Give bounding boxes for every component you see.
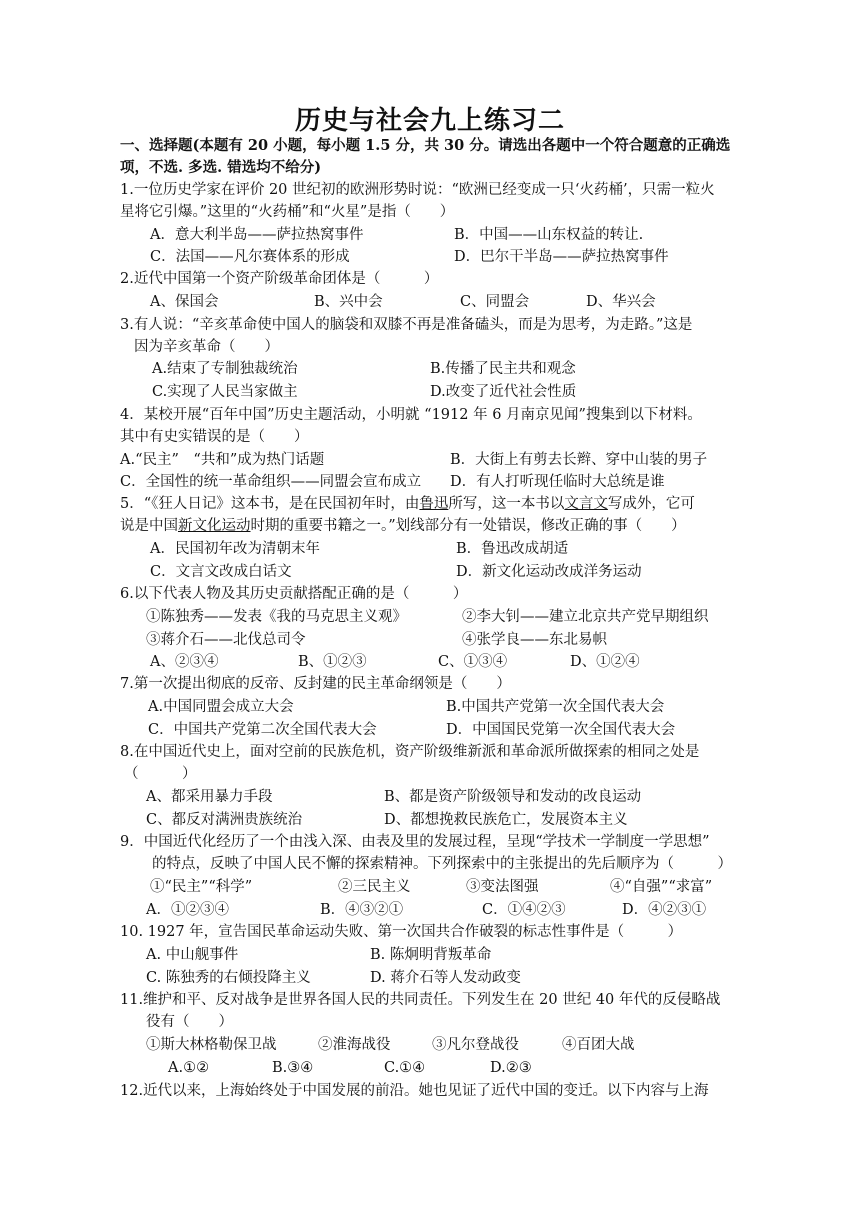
question-9-stem-line2: 的特点，反映了中国人民不懈的探索精神。下列探索中的主张提出的先后顺序为（ ）: [152, 856, 732, 872]
section-heading-line1: 一、选择题(本题有 20 小题，每小题 1.5 分，共 30 分。请选出各题中一个符合题意的正确选: [120, 137, 731, 154]
q5-text-5: 时期的重要书籍之一。”划线部分有一处错误，修改正确的事（ ）: [250, 518, 686, 534]
question-4-option-d: D．有人打听现任临时大总统是谁: [450, 474, 665, 490]
question-6-option-b: B、①②③: [298, 654, 367, 670]
question-2-option-d: D、华兴会: [586, 294, 656, 310]
question-11-stem-line2: 役有（ ）: [146, 1014, 233, 1030]
question-3-option-a: A.结束了专制独裁统治: [152, 361, 298, 377]
question-7-stem: 7.第一次提出彻底的反帝、反封建的民主革命纲领是（ ）: [120, 676, 511, 692]
question-11-statement-2: ②淮海战役: [318, 1037, 391, 1053]
question-11-option-c: C.①④: [384, 1060, 426, 1076]
question-11-option-b: B.③④: [272, 1060, 314, 1076]
question-1-option-b: B．中国——山东权益的转让.: [454, 227, 644, 243]
question-7-option-b: B.中国共产党第一次全国代表大会: [446, 699, 665, 715]
question-2-option-c: C、同盟会: [460, 294, 530, 310]
q5-text-1: 5．“《狂人日记》这本书，是在民国初年时，由: [120, 496, 420, 512]
question-5-option-a: A．民国初年改为清朝末年: [150, 541, 320, 557]
question-1-option-d: D．巴尔干半岛——萨拉热窝事件: [454, 249, 669, 265]
question-4-stem-line1: 4．某校开展“百年中国”历史主题活动，小明就 “1912 年 6 月南京见闻”搜集到以下材料。: [120, 407, 702, 423]
question-5-option-c: C．文言文改成白话文: [150, 564, 292, 580]
question-1-stem-line2: 星将它引爆。”这里的“火药桶”和“火星”是指（ ）: [120, 204, 455, 220]
question-6-option-c: C、①③④: [438, 654, 508, 670]
question-2-stem: 2.近代中国第一个资产阶级革命团体是（ ）: [120, 271, 439, 287]
question-10-option-a: A. 中山舰事件: [146, 947, 239, 963]
question-3-option-d: D.改变了近代社会性质: [430, 384, 577, 400]
question-9-option-c: C．①④②③: [482, 902, 566, 918]
question-6-option-a: A、②③④: [150, 654, 219, 670]
question-9-option-d: D．④②③①: [622, 902, 707, 918]
question-3-stem-line2: 因为辛亥革命（ ）: [134, 339, 279, 355]
question-6-statement-4: ④张学良——东北易帜: [462, 632, 607, 648]
question-9-stem-line1: 9．中国近代化经历了一个由浅入深、由表及里的发展过程，呈现“学技术一学制度一学思想”: [120, 834, 710, 850]
question-5-stem-line1: [120, 494, 695, 514]
question-11-statement-4: ④百团大战: [562, 1037, 635, 1053]
question-4-option-b: B．大街上有剪去长辫、穿中山装的男子: [450, 452, 708, 468]
question-4-option-c: C．全国性的统一革命组织——同盟会宣布成立: [120, 474, 422, 490]
q5-underlined-2: 文言文: [564, 496, 608, 512]
question-9-statement-1: ①“民主”“科学”: [150, 879, 253, 895]
question-10-option-d: D. 蒋介石等人发动政变: [370, 970, 521, 986]
question-2-option-b: B、兴中会: [314, 294, 383, 310]
question-10-stem: 10. 1927 年，宣告国民革命运动失败、第一次国共合作破裂的标志性事件是（ ）: [120, 924, 683, 940]
question-1-option-a: A．意大利半岛——萨拉热窝事件: [150, 227, 364, 243]
question-5-option-b: B．鲁迅改成胡适: [456, 541, 569, 557]
question-10-option-c: C. 陈独秀的右倾投降主义: [146, 970, 311, 986]
question-2-option-a: A、保国会: [150, 294, 219, 310]
question-3-option-b: B.传播了民主共和观念: [430, 361, 576, 377]
question-7-option-a: A.中国同盟会成立大会: [148, 699, 294, 715]
question-9-statement-3: ③变法图强: [466, 879, 539, 895]
question-8-stem-line2: （ ）: [124, 766, 197, 782]
question-3-stem-line1: 3.有人说：“辛亥革命使中国人的脑袋和双膝不再是准备磕头，而是为思考，为走路。”这是: [120, 317, 693, 333]
page-title: 历史与社会九上练习二: [294, 106, 565, 136]
question-6-statement-1: ①陈独秀——发表《我的马克思主义观》: [146, 609, 407, 625]
question-3-option-c: C.实现了人民当家做主: [152, 384, 298, 400]
question-8-option-a: A、都采用暴力手段: [146, 789, 273, 805]
question-11-statement-3: ③凡尔登战役: [432, 1037, 519, 1053]
question-9-statement-4: ④“自强”“求富”: [610, 879, 713, 895]
question-6-statement-2: ②李大钊——建立北京共产党早期组织: [462, 609, 709, 625]
question-4-option-a: A.“民主” “共和”成为热门话题: [120, 452, 325, 468]
question-6-stem: 6.以下代表人物及其历史贡献搭配正确的是（ ）: [120, 586, 468, 602]
q5-underlined-3: 新文化运动: [178, 518, 251, 534]
question-1-option-c: C．法国——凡尔赛体系的形成: [150, 249, 350, 265]
question-12-stem-line1: 12.近代以来，上海始终处于中国发展的前沿。她也见证了近代中国的变迁。以下内容与上海: [120, 1083, 709, 1099]
question-9-option-a: A．①②③④: [146, 902, 229, 918]
question-4-stem-line2: 其中有史实错误的是（ ）: [120, 429, 309, 445]
question-8-option-c: C、都反对满洲贵族统治: [146, 812, 303, 828]
question-10-option-b: B. 陈炯明背叛革命: [370, 947, 492, 963]
section-heading-line2: 项，不选. 多选. 错选均不给分): [120, 159, 322, 176]
question-11-option-d: D.②③: [490, 1060, 532, 1076]
question-7-option-c: C．中国共产党第二次全国代表大会: [148, 722, 377, 738]
q5-text-3: 写成外，它可: [607, 496, 695, 512]
question-1-stem-line1: 1.一位历史学家在评价 20 世纪初的欧洲形势时说：“欧洲已经变成一只‘火药桶’，只需一粒火: [120, 182, 715, 198]
q5-text-2: 所写，这一本书以: [448, 496, 565, 512]
question-5-option-d: D．新文化运动改成洋务运动: [456, 564, 642, 580]
question-9-statement-2: ②三民主义: [338, 879, 411, 895]
question-6-statement-3: ③蒋介石——北伐总司令: [146, 632, 306, 648]
question-8-option-d: D、都想挽救民族危亡，发展资本主义: [384, 812, 628, 828]
question-11-statement-1: ①斯大林格勒保卫战: [146, 1037, 277, 1053]
question-8-option-b: B、都是资产阶级领导和发动的改良运动: [384, 789, 642, 805]
question-8-stem-line1: 8.在中国近代史上，面对空前的民族危机，资产阶级维新派和革命派所做探索的相同之处是: [120, 744, 700, 760]
question-11-stem-line1: 11.维护和平、反对战争是世界各国人民的共同责任。下列发生在 20 世纪 40 年代的反侵略战: [120, 992, 721, 1008]
question-11-option-a: A.①②: [168, 1060, 210, 1076]
question-5-stem-line2: [120, 516, 686, 536]
q5-text-4: 说是中国: [120, 518, 178, 534]
q5-underlined-1: 鲁迅: [419, 496, 449, 512]
question-6-option-d: D、①②④: [570, 654, 640, 670]
question-7-option-d: D．中国国民党第一次全国代表大会: [446, 722, 676, 738]
question-9-option-b: B．④③②①: [320, 902, 404, 918]
